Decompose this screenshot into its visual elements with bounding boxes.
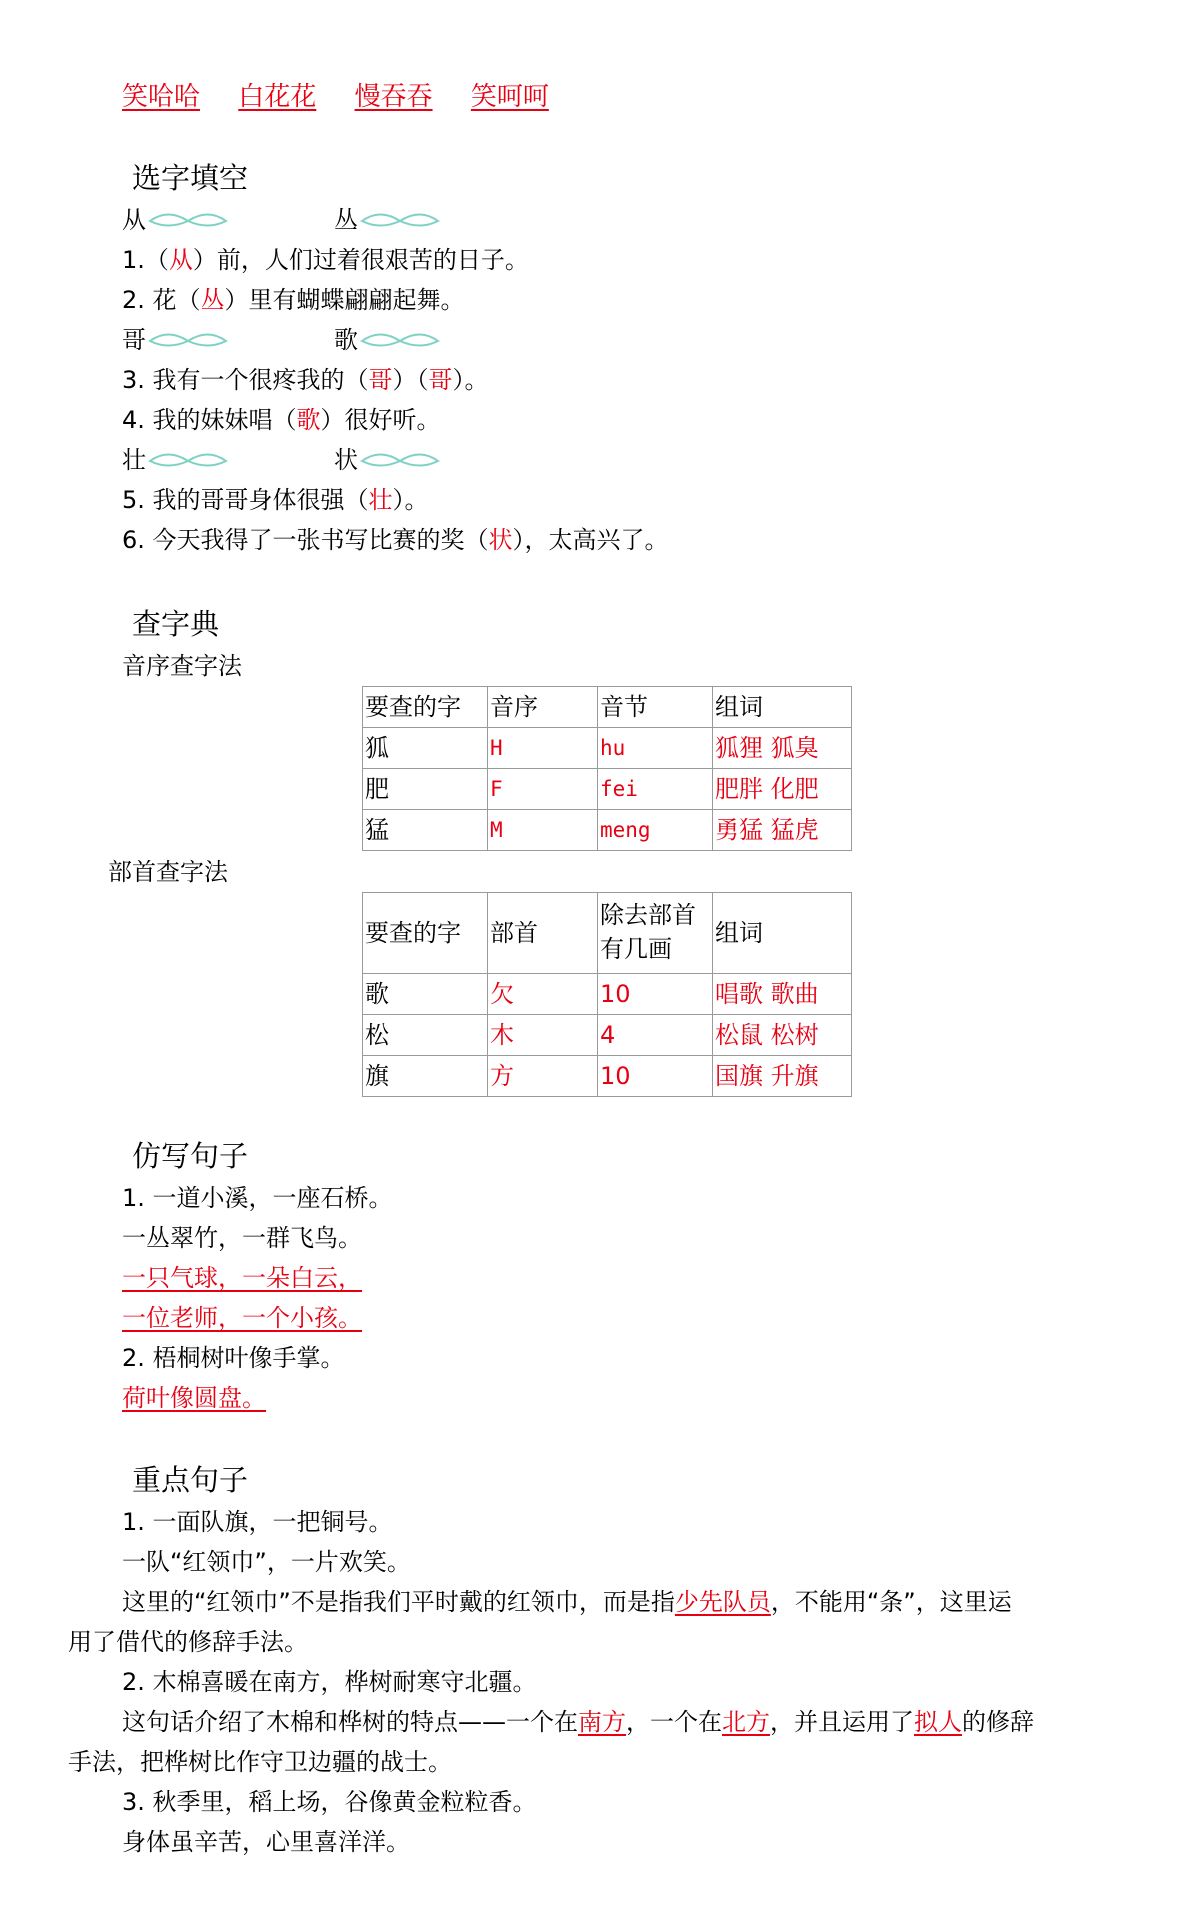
key-paragraph-2-cont: 手法，把桦树比作守卫边疆的战士。 xyxy=(68,1748,452,1776)
key-paragraph-2: 这句话介绍了木棉和桦树的特点——一个在南方，一个在北方，并且运用了拟人的修辞 xyxy=(122,1708,1034,1736)
char-pair-1b: 丛 xyxy=(334,208,440,232)
char-pair-2: 哥 xyxy=(122,328,228,352)
leaf-icon xyxy=(360,210,440,232)
table-header-row: 要查的字 音序 音节 组词 xyxy=(363,687,852,728)
section-title-dictionary: 查字典 xyxy=(132,607,220,641)
key-line-1: 1. 一面队旗，一把铜号。 xyxy=(122,1508,393,1536)
fill-line-1: 1.（从）前，人们过着很艰苦的日子。 xyxy=(122,246,529,274)
table-row: 歌 欠 10 唱歌 歌曲 xyxy=(363,974,852,1015)
fill-line-5: 5. 我的哥哥身体很强（壮）。 xyxy=(122,486,429,514)
fill-line-3: 3. 我有一个很疼我的（哥）（哥）。 xyxy=(122,366,489,394)
word-4: 笑呵呵 xyxy=(470,82,549,112)
table-row: 松 木 4 松鼠 松树 xyxy=(363,1015,852,1056)
answer: 少先队员 xyxy=(674,1588,771,1616)
key-line-5: 身体虽辛苦，心里喜洋洋。 xyxy=(122,1828,410,1856)
section-title-key-sentences: 重点句子 xyxy=(132,1463,249,1497)
key-line-2: 一队“红领巾”，一片欢笑。 xyxy=(122,1548,411,1576)
table-row: 肥 F fei 肥胖 化肥 xyxy=(363,769,852,810)
phonetic-table xyxy=(362,686,852,851)
key-paragraph-1: 这里的“红领巾”不是指我们平时戴的红领巾，而是指少先队员，不能用“条”，这里运 xyxy=(122,1588,1012,1616)
subtitle-phonetic: 音序查字法 xyxy=(122,652,242,680)
word-2: 白花花 xyxy=(238,82,317,112)
answer: 北方 xyxy=(722,1708,770,1736)
section-title-imitate: 仿写句子 xyxy=(132,1139,249,1173)
answer: 从 xyxy=(168,246,193,274)
subtitle-radical: 部首查字法 xyxy=(108,858,228,886)
table-header-row: 要查的字 部首 除去部首 有几画 组词 xyxy=(363,893,852,974)
fill-line-6: 6. 今天我得了一张书写比赛的奖（状），太高兴了。 xyxy=(122,526,669,554)
table-row: 猛 M meng 勇猛 猛虎 xyxy=(363,810,852,851)
leaf-icon xyxy=(148,210,228,232)
leaf-icon xyxy=(148,330,228,352)
imitate-answer-2: 一位老师，一个小孩。 xyxy=(122,1304,362,1332)
char-pair-1: 从 xyxy=(122,208,228,232)
char-pair-3b: 状 xyxy=(334,448,440,472)
fill-line-2: 2. 花（丛）里有蝴蝶翩翩起舞。 xyxy=(122,286,465,314)
key-paragraph-1-cont: 用了借代的修辞手法。 xyxy=(68,1628,308,1656)
leaf-icon xyxy=(360,330,440,352)
char-pair-3: 壮 xyxy=(122,448,228,472)
answer: 丛 xyxy=(200,286,225,314)
fill-line-4: 4. 我的妹妹唱（歌）很好听。 xyxy=(122,406,441,434)
key-line-3: 2. 木棉喜暖在南方，桦树耐寒守北疆。 xyxy=(122,1668,537,1696)
imitate-answer-1: 一只气球，一朵白云， xyxy=(122,1264,362,1292)
word-3: 慢吞吞 xyxy=(354,82,433,112)
imitate-line-1: 1. 一道小溪，一座石桥。 xyxy=(122,1184,393,1212)
radical-table xyxy=(362,892,852,1097)
answer: 南方 xyxy=(578,1708,626,1736)
answer: 拟人 xyxy=(914,1708,962,1736)
char-pair-2b: 歌 xyxy=(334,328,440,352)
imitate-line-2: 一丛翠竹，一群飞鸟。 xyxy=(122,1224,362,1252)
table-row: 狐 H hu 狐狸 狐臭 xyxy=(363,728,852,769)
words-row xyxy=(122,84,549,110)
word-1: 笑哈哈 xyxy=(122,82,201,112)
imitate-line-3: 2. 梧桐树叶像手掌。 xyxy=(122,1344,345,1372)
table-row: 旗 方 10 国旗 升旗 xyxy=(363,1056,852,1097)
leaf-icon xyxy=(360,450,440,472)
imitate-answer-3: 荷叶像圆盘。 xyxy=(122,1384,266,1412)
leaf-icon xyxy=(148,450,228,472)
key-line-4: 3. 秋季里，稻上场，谷像黄金粒粒香。 xyxy=(122,1788,537,1816)
section-title-fill: 选字填空 xyxy=(132,161,249,195)
